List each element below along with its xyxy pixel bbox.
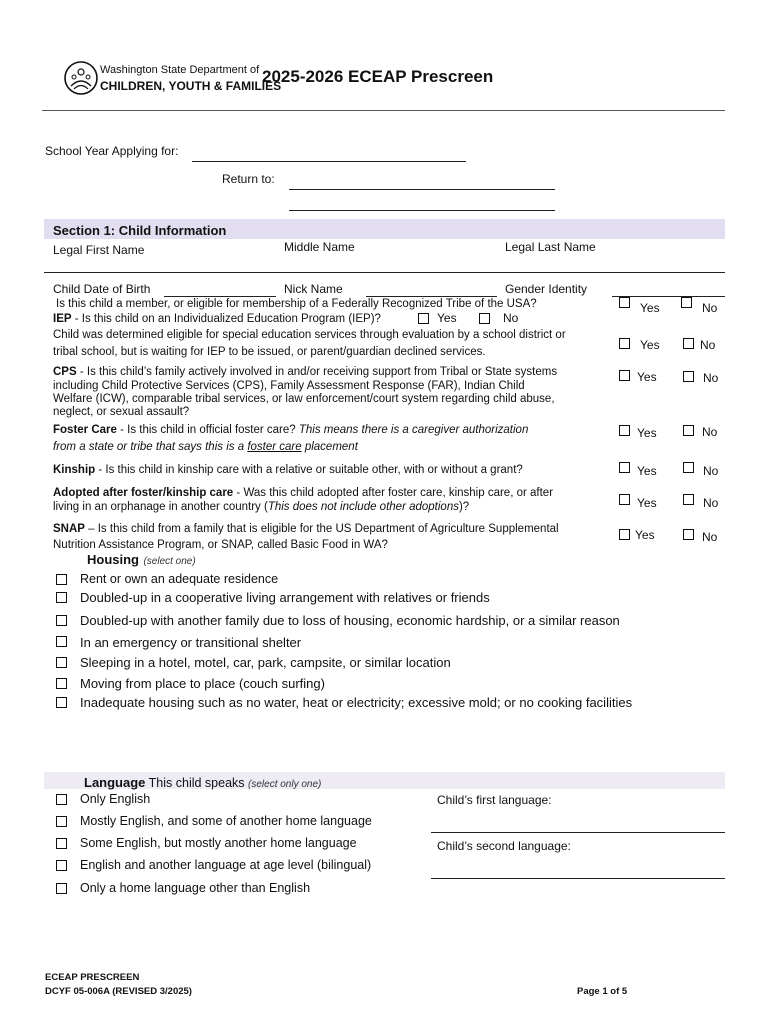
language-option-checkbox[interactable] bbox=[56, 838, 67, 849]
adopted-no-checkbox[interactable] bbox=[683, 494, 694, 505]
footer-page-number: Page 1 of 5 bbox=[577, 986, 628, 997]
footer-form-number: DCYF 05-006A (REVISED 3/2025) bbox=[45, 986, 192, 997]
eligible-yes-label: Yes bbox=[640, 338, 660, 352]
tribe-question: Is this child a member, or eligible for membership of a Federally Recognized Tribe of the USA? bbox=[56, 298, 537, 310]
housing-option-label: Doubled-up in a cooperative living arrangement with relatives or friends bbox=[80, 590, 490, 605]
housing-option-checkbox[interactable] bbox=[56, 592, 67, 603]
iep-bold: IEP bbox=[53, 313, 72, 325]
snap-question-line2: Nutrition Assistance Program, or SNAP, called Basic Food in WA? bbox=[53, 539, 388, 551]
housing-option-label: Inadequate housing such as no water, heat or electricity; excessive mold; or no cooking facilities bbox=[80, 695, 633, 710]
foster-question-line2 bbox=[53, 441, 358, 454]
language-option-checkbox[interactable] bbox=[56, 860, 67, 871]
adopted-text-2a: living in an orphanage in another country ( bbox=[53, 501, 268, 513]
language-option-label: Only English bbox=[80, 792, 151, 806]
adopted-no-label: No bbox=[703, 496, 719, 510]
kinship-text: - Is this child in kinship care with a relative or suitable other, with or without a grant? bbox=[95, 464, 523, 476]
gender-identity-label: Gender Identity bbox=[505, 282, 588, 296]
middle-name-label: Middle Name bbox=[284, 240, 355, 254]
foster-yes-checkbox[interactable] bbox=[619, 425, 630, 436]
foster-bold: Foster Care bbox=[53, 424, 117, 436]
iep-no-label: No bbox=[503, 311, 519, 325]
first-language-label: Child’s first language: bbox=[437, 793, 552, 807]
return-to-field-1[interactable] bbox=[289, 189, 555, 190]
footer-form-name: ECEAP PRESCREEN bbox=[45, 972, 140, 983]
foster-italic-2b: foster care bbox=[247, 441, 302, 453]
snap-no-checkbox[interactable] bbox=[683, 529, 694, 540]
snap-yes-checkbox[interactable] bbox=[619, 529, 630, 540]
foster-no-checkbox[interactable] bbox=[683, 425, 694, 436]
cps-no-label: No bbox=[703, 371, 719, 385]
cps-question-line2: including Child Protective Services (CPS), Family Assessment Response (FAR), Indian Child bbox=[53, 380, 525, 392]
foster-italic-2a: from a state or tribe that says this is a bbox=[53, 441, 248, 453]
housing-hint: (select one) bbox=[143, 556, 196, 567]
iep-no-checkbox[interactable] bbox=[479, 313, 490, 324]
adopted-yes-label: Yes bbox=[637, 496, 657, 510]
housing-option-label: In an emergency or transitional shelter bbox=[80, 635, 302, 650]
foster-italic-2c: placement bbox=[301, 441, 358, 453]
language-subtitle: This child speaks bbox=[145, 776, 249, 790]
header-divider bbox=[42, 110, 725, 111]
iep-yes-label: Yes bbox=[437, 311, 457, 325]
second-language-field[interactable] bbox=[431, 878, 725, 879]
foster-question-line1 bbox=[53, 424, 528, 437]
eligible-question-line1: Child was determined eligible for special education services through evaluation by a school district or bbox=[53, 329, 566, 341]
kinship-yes-label: Yes bbox=[637, 464, 657, 478]
housing-title: Housing bbox=[87, 552, 139, 567]
language-option-label: Mostly English, and some of another home language bbox=[80, 814, 372, 828]
iep-question bbox=[53, 313, 381, 326]
adopted-question-line2 bbox=[53, 501, 469, 514]
kinship-bold: Kinship bbox=[53, 464, 96, 476]
language-option-checkbox[interactable] bbox=[56, 794, 67, 805]
kinship-yes-checkbox[interactable] bbox=[619, 462, 630, 473]
iep-text: - Is this child on an Individualized Education Program (IEP)? bbox=[71, 313, 381, 325]
tribe-yes-label: Yes bbox=[640, 301, 660, 315]
name-field-line[interactable] bbox=[44, 272, 725, 273]
foster-no-label: No bbox=[702, 425, 718, 439]
first-language-field[interactable] bbox=[431, 832, 725, 833]
adopted-text-2b: This does not include other adoptions bbox=[267, 501, 459, 513]
nick-name-label: Nick Name bbox=[284, 282, 343, 296]
cps-yes-label: Yes bbox=[637, 370, 657, 384]
housing-option-label: Rent or own an adequate residence bbox=[80, 572, 279, 586]
school-year-field[interactable] bbox=[192, 161, 466, 162]
eligible-no-label: No bbox=[700, 338, 716, 352]
cps-yes-checkbox[interactable] bbox=[619, 370, 630, 381]
cps-question-line4: neglect, or sexual assault? bbox=[53, 406, 190, 418]
housing-option-label: Moving from place to place (couch surfing) bbox=[80, 676, 325, 691]
cps-question-line1 bbox=[53, 366, 557, 379]
agency-line2: CHILDREN, YOUTH & FAMILIES bbox=[100, 79, 282, 93]
housing-option-checkbox[interactable] bbox=[56, 574, 67, 585]
language-option-checkbox[interactable] bbox=[56, 883, 67, 894]
dcyf-logo bbox=[63, 60, 99, 96]
housing-option-checkbox[interactable] bbox=[56, 697, 67, 708]
language-option-label: Only a home language other than English bbox=[80, 881, 311, 895]
legal-last-name-label: Legal Last Name bbox=[505, 240, 596, 254]
nick-name-field[interactable] bbox=[366, 296, 497, 297]
adopted-yes-checkbox[interactable] bbox=[619, 494, 630, 505]
language-heading bbox=[84, 774, 321, 792]
cps-no-checkbox[interactable] bbox=[683, 371, 694, 382]
second-language-label: Child’s second language: bbox=[437, 839, 571, 853]
return-to-field-2[interactable] bbox=[289, 210, 555, 211]
foster-text: - Is this child in official foster care? bbox=[116, 424, 299, 436]
snap-yes-label: Yes bbox=[635, 528, 655, 542]
cps-question-line3: Welfare (ICW), comparable tribal services, or law enforcement/court system regarding child abuse, bbox=[53, 393, 555, 405]
legal-first-name-label: Legal First Name bbox=[53, 243, 145, 257]
housing-option-checkbox[interactable] bbox=[56, 636, 67, 647]
tribe-no-label: No bbox=[702, 301, 718, 315]
foster-italic-1: This means there is a caregiver authorization bbox=[298, 424, 529, 436]
snap-text: – Is this child from a family that is eligible for the US Department of Agriculture Supplemental bbox=[84, 523, 559, 535]
snap-question-line1 bbox=[53, 523, 559, 536]
dob-label: Child Date of Birth bbox=[53, 282, 151, 296]
foster-yes-label: Yes bbox=[637, 426, 657, 440]
school-year-label: School Year Applying for: bbox=[45, 144, 179, 158]
tribe-yes-checkbox[interactable] bbox=[619, 297, 630, 308]
housing-option-label: Sleeping in a hotel, motel, car, park, campsite, or similar location bbox=[80, 655, 451, 670]
language-option-checkbox[interactable] bbox=[56, 816, 67, 827]
housing-option-checkbox[interactable] bbox=[56, 615, 67, 626]
adopted-text-2c: )? bbox=[458, 501, 470, 513]
housing-option-checkbox[interactable] bbox=[56, 678, 67, 689]
eligible-yes-checkbox[interactable] bbox=[619, 338, 630, 349]
page-title: 2025-2026 ECEAP Prescreen bbox=[262, 67, 494, 86]
return-to-label: Return to: bbox=[222, 172, 275, 186]
kinship-question bbox=[53, 464, 523, 477]
adopted-text: - Was this child adopted after foster care, kinship care, or after bbox=[233, 487, 554, 499]
snap-no-label: No bbox=[702, 530, 718, 544]
cps-text: - Is this child’s family actively involved in and/or receiving support from Tribal or State systems bbox=[76, 366, 558, 378]
eligible-no-checkbox[interactable] bbox=[683, 338, 694, 349]
kinship-no-label: No bbox=[703, 464, 719, 478]
adopted-bold: Adopted after foster/kinship care bbox=[53, 487, 234, 499]
housing-option-checkbox[interactable] bbox=[56, 657, 67, 668]
language-option-label: Some English, but mostly another home language bbox=[80, 836, 357, 850]
snap-bold: SNAP bbox=[53, 523, 85, 535]
tribe-no-checkbox[interactable] bbox=[681, 297, 692, 308]
language-title: Language bbox=[84, 775, 146, 790]
language-option-label: English and another language at age level (bilingual) bbox=[80, 858, 372, 872]
housing-heading bbox=[87, 551, 196, 569]
adopted-question-line1 bbox=[53, 487, 553, 500]
eligible-question-line2: tribal school, but is waiting for IEP to be issued, or parent/guardian declined services. bbox=[53, 346, 486, 358]
housing-option-label: Doubled-up with another family due to loss of housing, economic hardship, or a similar reason bbox=[80, 613, 620, 628]
dob-field[interactable] bbox=[164, 296, 276, 297]
section1-title: Section 1: Child Information bbox=[53, 223, 227, 238]
cps-bold: CPS bbox=[53, 366, 77, 378]
kinship-no-checkbox[interactable] bbox=[683, 462, 694, 473]
language-hint: (select only one) bbox=[248, 779, 322, 790]
iep-yes-checkbox[interactable] bbox=[418, 313, 429, 324]
agency-line1: Washington State Department of bbox=[100, 64, 260, 76]
